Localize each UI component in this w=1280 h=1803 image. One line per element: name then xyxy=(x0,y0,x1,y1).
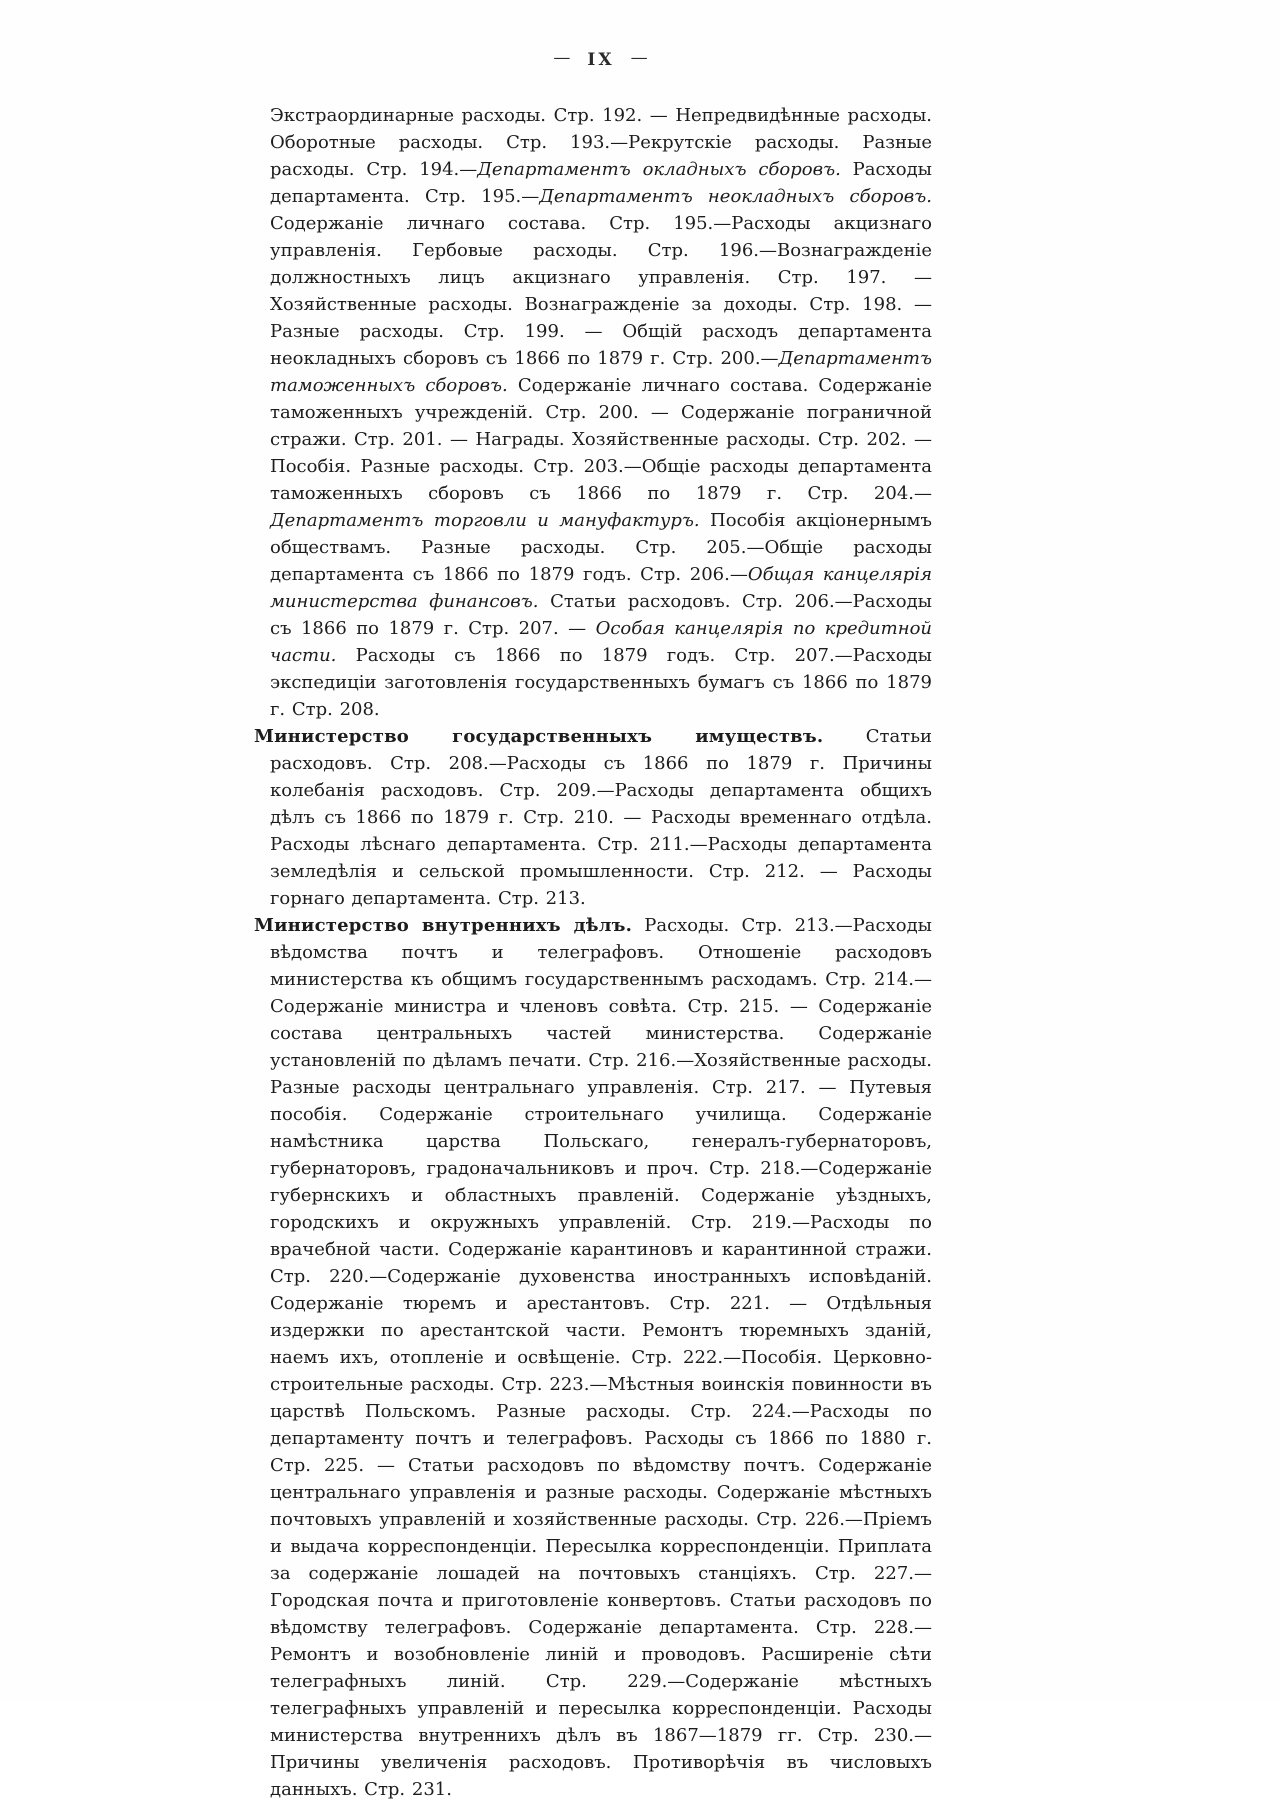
toc-text-segment: Экстраординарные расходы. Стр. 192. — Непредвидѣнные расходы. Оборотные расходы. Стр. 193.—Рекрутскіе расходы. Разные расходы. Стр. 194.— xyxy=(270,105,932,180)
department-name: Департаментъ таможенныхъ сборовъ. xyxy=(270,348,932,396)
toc-text-segment: Расходы съ 1866 по 1879 годъ. Стр. 207.—Расходы экспедиціи заготовленія государственныхъ бумагъ съ 1866 по 1879 г. Стр. 208. xyxy=(270,645,932,720)
department-name: Департаментъ торговли и мануфактуръ. xyxy=(270,510,700,531)
toc-text-segment: Статьи расходовъ. Стр. 206.—Расходы съ 1866 по 1879 г. Стр. 207. — xyxy=(270,591,933,639)
toc-text-block xyxy=(254,102,933,1803)
toc-text-segment: Содержаніе личнаго состава. Содержаніе таможенныхъ учрежденій. Стр. 200. — Содержаніе пограничной стражи. Стр. 201. — Награды. Хозяйственные расходы. Стр. 202. — Пособія. Разные расходы. Стр. 203.—Общіе расходы департамента таможенныхъ сборовъ съ 1866 по 1879 г. Стр. 204.— xyxy=(270,375,932,504)
toc-text-segment: Пособія акціонернымъ обществамъ. Разные расходы. Стр. 205.—Общіе расходы департамента съ 1866 по 1879 годъ. Стр. 206.— xyxy=(270,510,932,585)
header-dash-right: — xyxy=(630,48,649,68)
header-dash-left: — xyxy=(553,48,572,68)
toc-text-segment: Расходы департамента. Стр. 195.— xyxy=(270,159,933,207)
page-number: IX xyxy=(587,50,615,70)
department-name: Особая канцелярія по кредитной части. xyxy=(270,618,932,666)
toc-paragraph xyxy=(254,723,932,912)
toc-paragraph xyxy=(254,912,932,1803)
ministry-heading: Министерство внутреннихъ дѣлъ. xyxy=(254,915,633,936)
toc-text-segment: Статьи расходовъ. Стр. 208.—Расходы съ 1866 по 1879 г. Причины колебанія расходовъ. Стр. 209.—Расходы департамента общихъ дѣлъ съ 1866 по 1879 г. Стр. 210. — Расходы временнаго отдѣла. Расходы лѣснаго департамента. Стр. 211.—Расходы департамента земледѣлія и сельской промышленности. Стр. 212. — Расходы горнаго департамента. Стр. 213. xyxy=(270,726,932,909)
ministry-heading: Министерство государственныхъ имуществъ. xyxy=(254,726,824,747)
toc-text-segment: Расходы. Стр. 213.—Расходы вѣдомства почтъ и телеграфовъ. Отношеніе расходовъ министерства къ общимъ государственнымъ расходамъ. Стр. 214.—Содержаніе министра и членовъ совѣта. Стр. 215. — Содержаніе состава центральныхъ частей министерства. Содержаніе установленій по дѣламъ печати. Стр. 216.—Хозяйственные расходы. Разные расходы центральнаго управленія. Стр. 217. — Путевыя пособія. Содержаніе строительнаго училища. Содержаніе намѣстника царства Польскаго, генералъ-губернаторовъ, губернаторовъ, градоначальниковъ и проч. Стр. 218.—Содержаніе губернскихъ и областныхъ правленій. Содержаніе уѣздныхъ, городскихъ и окружныхъ управленій. Стр. 219.—Расходы по врачебной части. Содержаніе карантиновъ и карантинной стражи. Стр. 220.—Содержаніе духовенства иностранныхъ исповѣданій. Содержаніе тюремъ и арестантовъ. Стр. 221. — Отдѣльныя издержки по арестантской части. Ремонтъ тюремныхъ зданій, наемъ ихъ, отопленіе и освѣщеніе. Стр. 222.—Пособія. Церковно-строительные расходы. Стр. 223.—Мѣстныя воинскія повинности въ царствѣ Польскомъ. Разные расходы. Стр. 224.—Расходы по департаменту почтъ и телеграфовъ. Расходы съ 1866 по 1880 г. Стр. 225. — Статьи расходовъ по вѣдомству почтъ. Содержаніе центральнаго управленія и разные расходы. Содержаніе мѣстныхъ почтовыхъ управленій и хозяйственные расходы. Стр. 226.—Пріемъ и выдача корреспонденціи. Пересылка корреспонденціи. Приплата за содержаніе лошадей на почтовыхъ станціяхъ. Стр. 227.—Городская почта и приготовленіе конвертовъ. Статьи расходовъ по вѣдомству телеграфовъ. Содержаніе департамента. Стр. 228.—Ремонтъ и возобновленіе линій и проводовъ. Расширеніе сѣти телеграфныхъ линій. Стр. 229.—Содержаніе мѣстныхъ телеграфныхъ управленій и пересылка корреспонденціи. Расходы министерства внутреннихъ дѣлъ въ 1867—1879 гг. Стр. 230.—Причины увеличенія расходовъ. Противорѣчія въ числовыхъ данныхъ. Стр. 231. xyxy=(270,915,932,1800)
page-header xyxy=(270,50,932,70)
toc-text-segment: Содержаніе личнаго состава. Стр. 195.—Расходы акцизнаго управленія. Гербовые расходы. Стр. 196.—Вознагражденіе должностныхъ лицъ акцизнаго управленія. Стр. 197. — Хозяйственные расходы. Вознагражденіе за доходы. Стр. 198. — Разные расходы. Стр. 199. — Общій расходъ департамента неокладныхъ сборовъ съ 1866 по 1879 г. Стр. 200.— xyxy=(270,213,932,369)
toc-paragraph xyxy=(270,102,932,723)
department-name: Общая канцелярія министерства финансовъ. xyxy=(270,564,932,612)
department-name: Департаментъ окладныхъ сборовъ. xyxy=(477,159,841,180)
department-name: Департаментъ неокладныхъ сборовъ. xyxy=(539,186,932,207)
